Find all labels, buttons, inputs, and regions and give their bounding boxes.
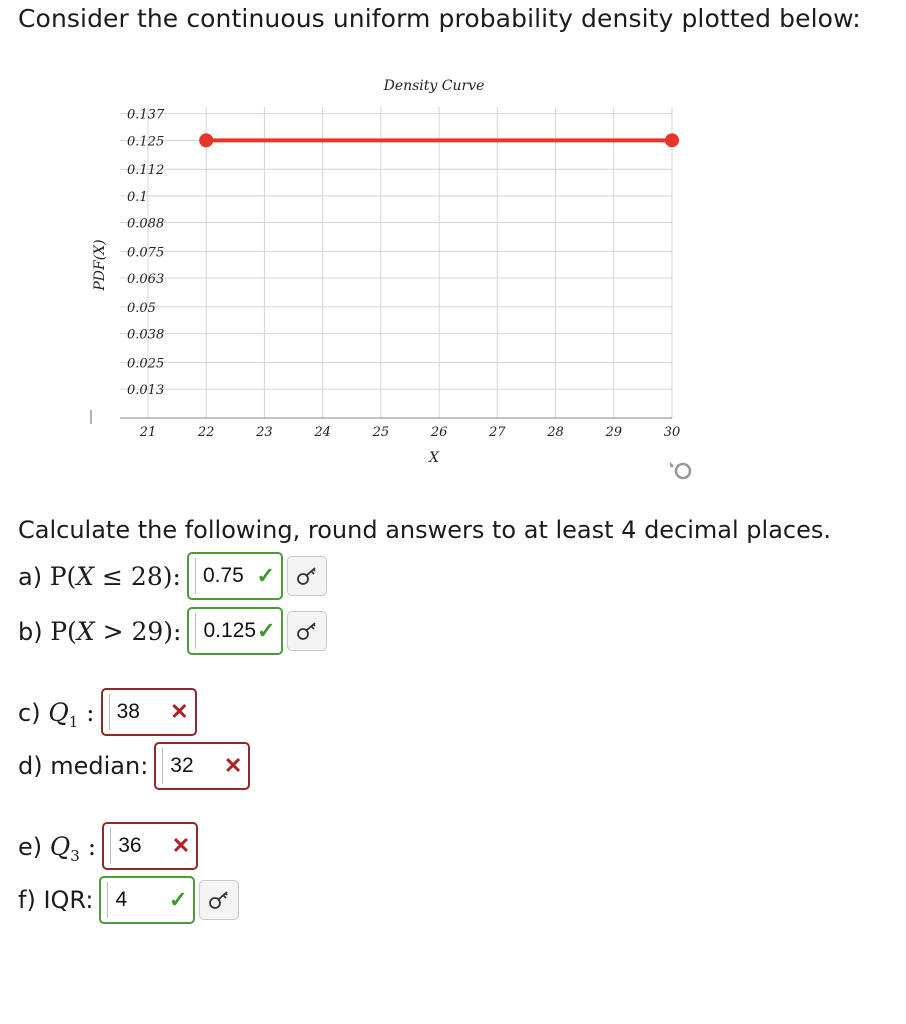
check-icon: ✓ [169, 887, 188, 912]
question-prompt: Consider the continuous uniform probability density plotted below: [18, 4, 861, 33]
instructions: Calculate the following, round answers to at least 4 decimal places. [18, 516, 832, 544]
answer-value-d: 32 [166, 754, 193, 778]
y-axis-label: PDF(X) [92, 239, 108, 291]
y-tick-label: 0.025 [127, 356, 165, 372]
x-tick-label: 29 [605, 425, 623, 440]
x-tick-label: 25 [372, 425, 390, 440]
x-tick-label: 30 [663, 425, 681, 440]
y-tick-label: 0.088 [127, 216, 165, 232]
y-tick-label: 0.05 [127, 300, 156, 316]
y-tick-label: 0.075 [127, 245, 165, 261]
x-tick-label: 22 [197, 425, 215, 440]
key-button-f[interactable] [199, 880, 239, 920]
cross-icon: ✕ [171, 833, 191, 858]
y-tick-label: 0.038 [127, 327, 165, 343]
key-button-a[interactable] [287, 556, 327, 596]
y-tick-label: 0.063 [127, 272, 165, 288]
y-tick-label: 0.112 [127, 163, 165, 179]
check-icon: ✓ [257, 618, 276, 643]
x-tick-label: 28 [547, 425, 564, 440]
chart-title: Density Curve [383, 78, 485, 94]
answer-field-a[interactable] [187, 552, 283, 600]
x-tick-label: 27 [489, 425, 506, 440]
answer-value-b: 0.125 [199, 619, 256, 643]
question-d: d) median: 32 ✕ [18, 740, 250, 792]
y-tick-label: 0.013 [127, 383, 165, 399]
check-icon: ✓ [256, 563, 275, 588]
y-tick-label: 0.1 [127, 189, 148, 205]
key-icon [295, 564, 319, 588]
answer-value-f: 4 [111, 888, 127, 912]
x-tick-label: 24 [314, 425, 331, 440]
density-point [665, 133, 679, 147]
answer-field-b[interactable] [187, 607, 283, 655]
zoom-icon[interactable] [670, 458, 700, 488]
answer-field-d[interactable] [154, 742, 250, 790]
answer-value-c: 38 [113, 700, 140, 724]
density-chart [0, 0, 906, 470]
y-tick-label: 0.125 [127, 134, 165, 150]
question-e: e) $Q_3$ : 36 ✕ [18, 820, 198, 872]
answer-field-f[interactable] [99, 876, 195, 924]
answer-field-e[interactable] [102, 822, 198, 870]
question-f: f) IQR: 4 ✓ [18, 874, 239, 926]
answer-value-a: 0.75 [199, 564, 244, 588]
cross-icon: ✕ [223, 753, 243, 778]
question-a: a) P(X ≤ 28): 0.75 ✓ [18, 550, 327, 602]
density-point [199, 133, 213, 147]
answer-field-c[interactable] [101, 688, 197, 736]
y-tick-label: 0.137 [127, 107, 165, 123]
x-tick-label: 21 [139, 425, 157, 440]
question-b: b) P(X > 29): 0.125 ✓ [18, 605, 327, 657]
key-icon [295, 619, 319, 643]
cross-icon: ✕ [170, 699, 189, 724]
question-c: c) $Q_1$ : 38 ✕ [18, 686, 197, 738]
answer-value-e: 36 [114, 834, 141, 858]
x-tick-label: 23 [256, 425, 273, 440]
x-axis-label: X [429, 450, 439, 466]
key-icon [207, 888, 231, 912]
x-tick-label: 26 [430, 425, 448, 440]
key-button-b[interactable] [287, 611, 327, 651]
